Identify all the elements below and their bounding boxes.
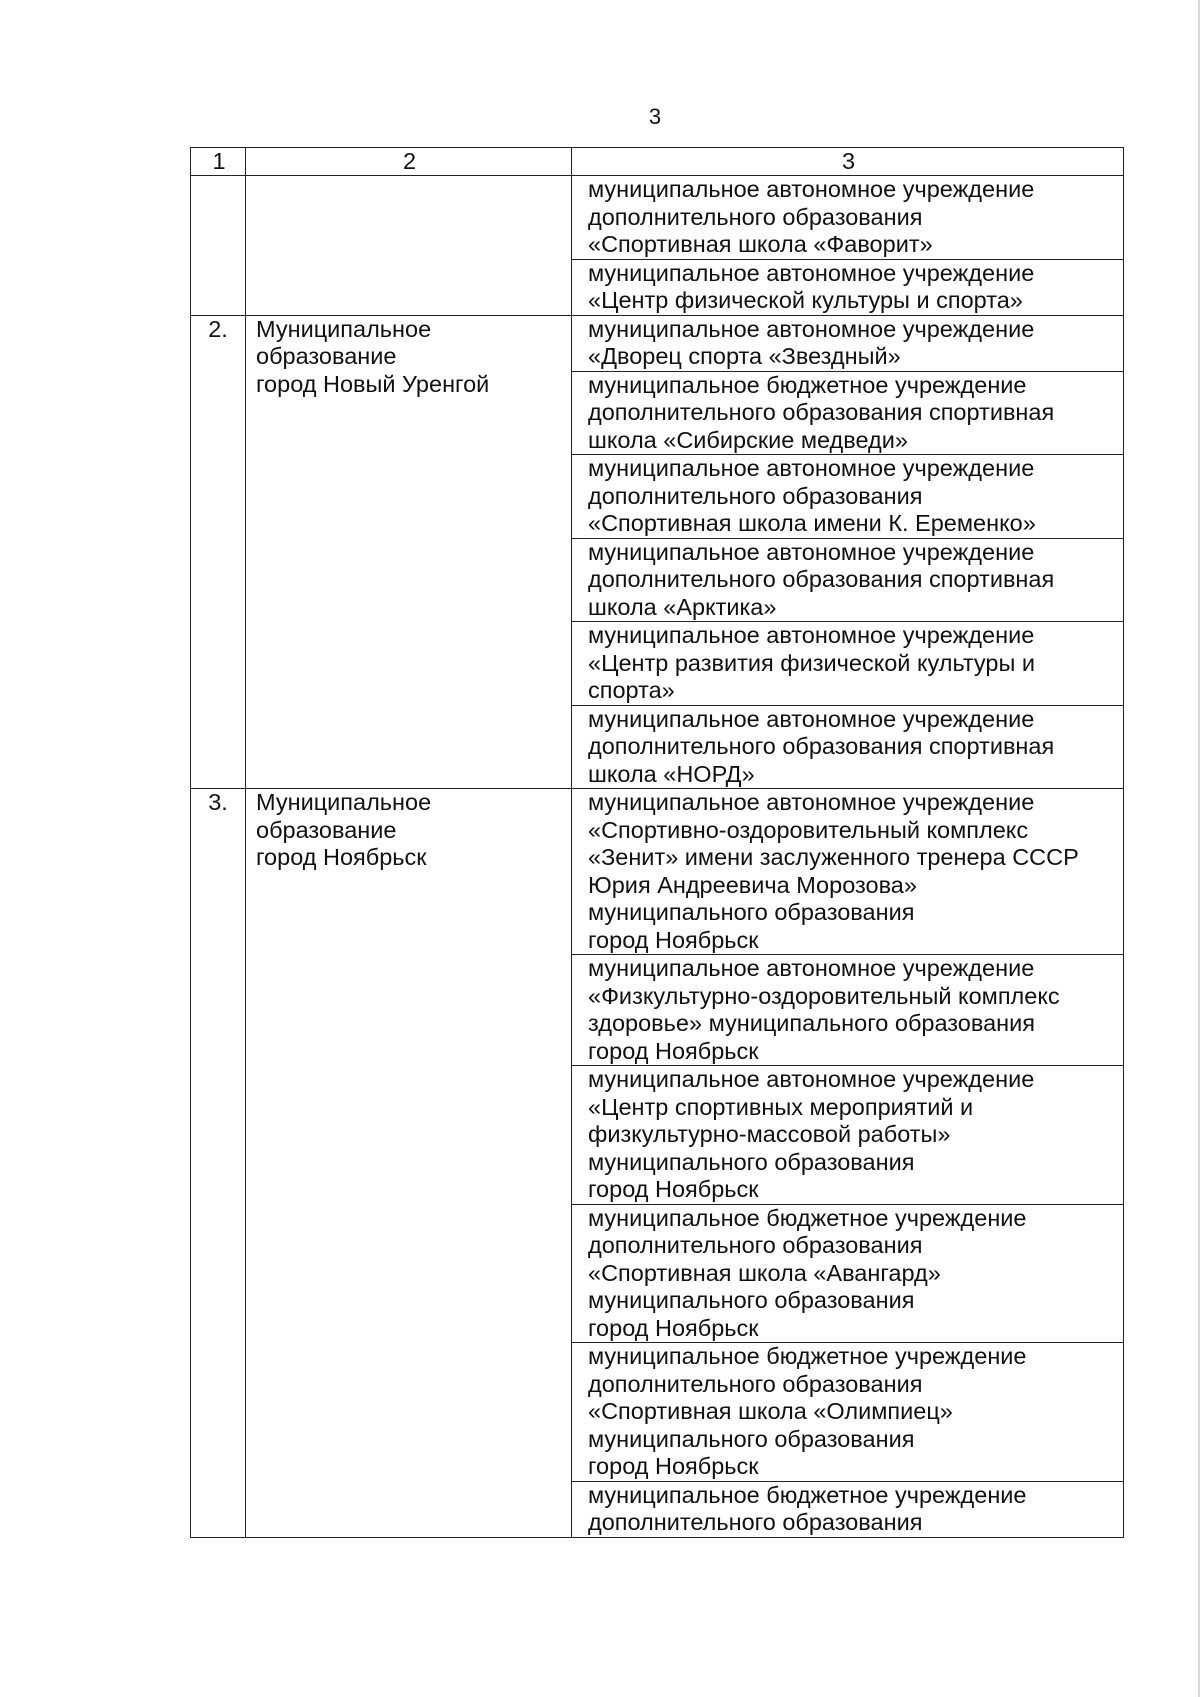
institution-cell: муниципальное автономное учреждение дополнительного образования спортивная школа «Арктика» — [572, 538, 1124, 622]
municipality-cell: Муниципальное образование город Ноябрьск — [246, 789, 572, 1538]
table-row — [191, 176, 1124, 260]
institutions-table — [190, 147, 1124, 1538]
column-header-institution: 3 — [572, 148, 1124, 176]
institution-cell: муниципальное автономное учреждение «Центр физической культуры и спорта» — [572, 259, 1124, 315]
institution-cell: муниципальное бюджетное учреждение дополнительного образования — [572, 1481, 1124, 1537]
page-number: 3 — [648, 104, 662, 129]
institution-cell: муниципальное автономное учреждение дополнительного образования «Спортивная школа имени К. Еременко» — [572, 455, 1124, 539]
row-number: 2. — [191, 315, 246, 789]
municipality-cell — [246, 176, 572, 316]
institution-cell: муниципальное бюджетное учреждение дополнительного образования спортивная школа «Сибирские медведи» — [572, 371, 1124, 455]
municipality-cell: Муниципальное образование город Новый Уренгой — [246, 315, 572, 789]
table-row — [191, 315, 1124, 371]
institution-cell: муниципальное бюджетное учреждение дополнительного образования «Спортивная школа «Авангард» муниципального образования город Ноябрьск — [572, 1204, 1124, 1343]
institution-cell: муниципальное автономное учреждение дополнительного образования «Спортивная школа «Фаворит» — [572, 176, 1124, 260]
table-body — [191, 148, 1124, 1538]
row-number — [191, 176, 246, 316]
table-row — [191, 789, 1124, 955]
institution-cell: муниципальное автономное учреждение дополнительного образования спортивная школа «НОРД» — [572, 705, 1124, 789]
institution-cell: муниципальное автономное учреждение «Спортивно-оздоровительный комплекс «Зенит» имени заслуженного тренера СССР Юрия Андреевича Морозова» муниципального образования город Ноябрьск — [572, 789, 1124, 955]
institution-cell: муниципальное автономное учреждение «Центр спортивных мероприятий и физкультурно-массовой работы» муниципального образования город Ноябрьск — [572, 1066, 1124, 1205]
institution-cell: муниципальное автономное учреждение «Центр развития физической культуры и спорта» — [572, 622, 1124, 706]
table-header-row — [191, 148, 1124, 176]
column-header-municipality: 2 — [246, 148, 572, 176]
institution-cell: муниципальное бюджетное учреждение дополнительного образования «Спортивная школа «Олимпиец» муниципального образования город Ноябрьск — [572, 1343, 1124, 1482]
row-number: 3. — [191, 789, 246, 1538]
column-header-number: 1 — [191, 148, 246, 176]
institution-cell: муниципальное автономное учреждение «Дворец спорта «Звездный» — [572, 315, 1124, 371]
institution-cell: муниципальное автономное учреждение «Физкультурно-оздоровительный комплекс здоровье» муниципального образования город Ноябрьск — [572, 955, 1124, 1066]
